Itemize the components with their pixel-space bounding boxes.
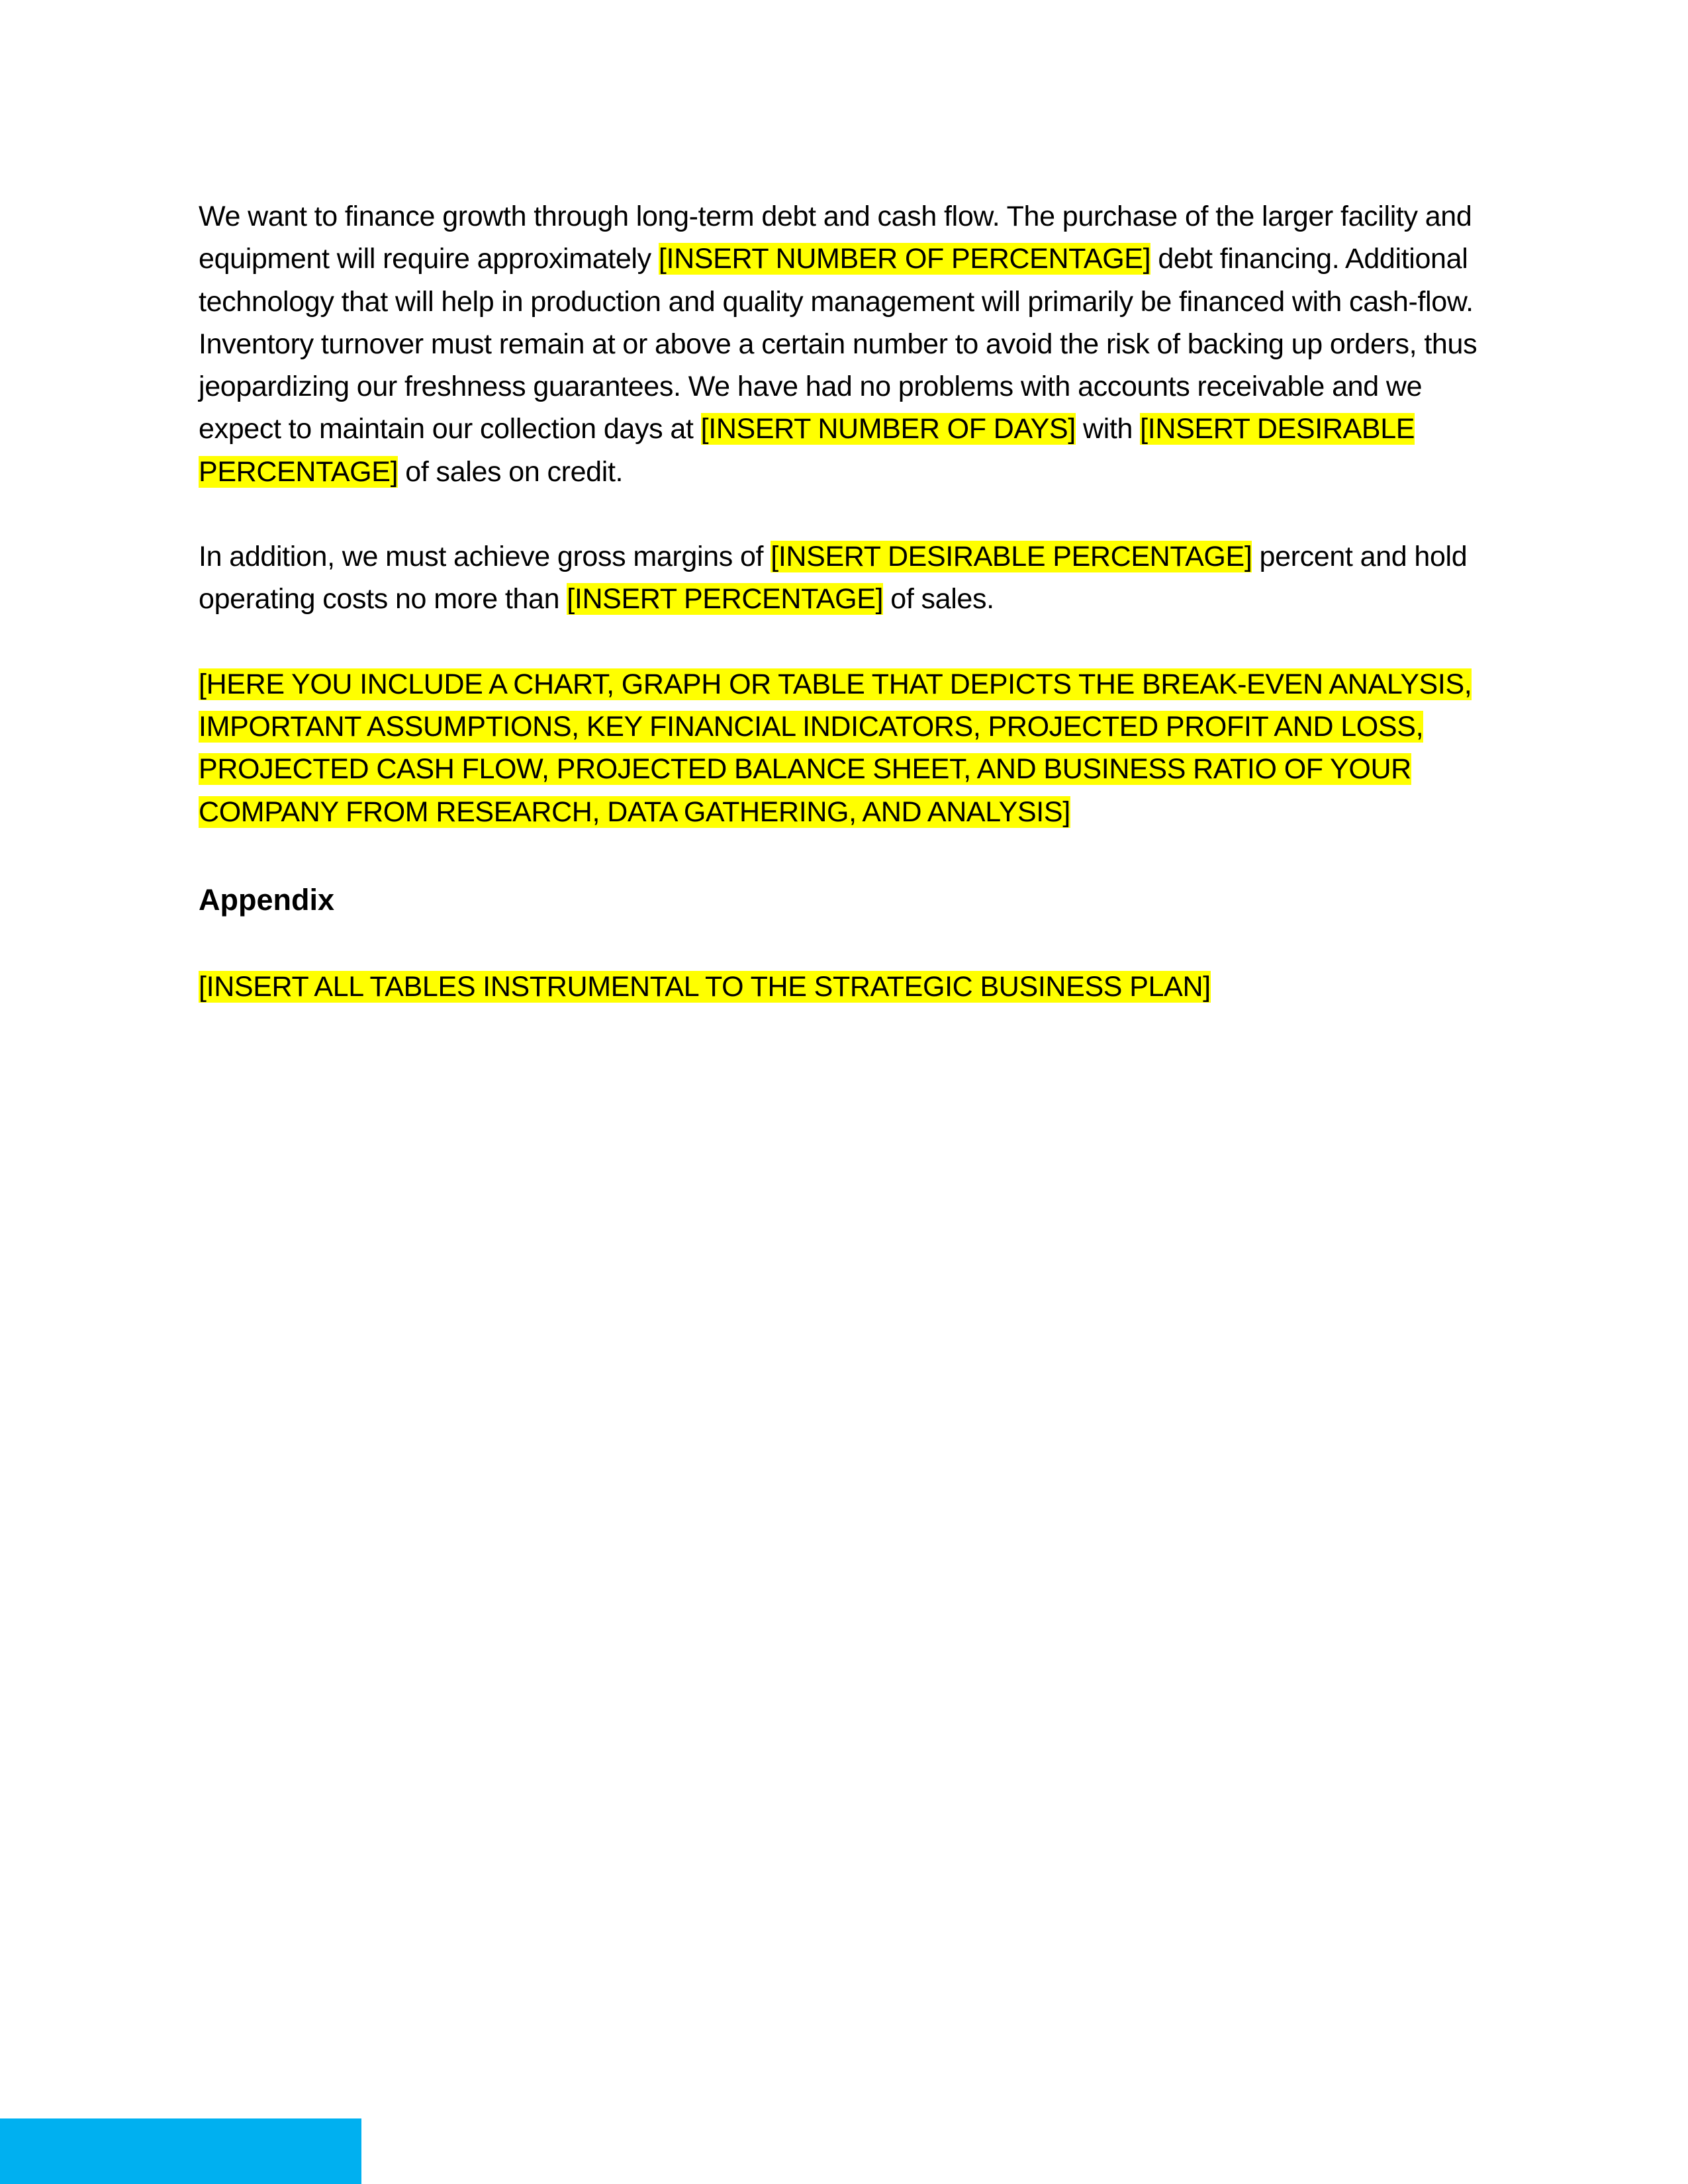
placeholder-operating-cost-highlight: [INSERT PERCENTAGE] [567, 583, 884, 615]
margins-paragraph [199, 535, 1496, 621]
margins-text-1: In addition, we must achieve gross margins of [199, 541, 771, 573]
appendix-paragraph [199, 966, 1496, 1008]
placeholder-desirable-percentage-highlight: [INSERT DESIRABLE PERCENTAGE] [199, 413, 1415, 488]
placeholder-appendix-tables-highlight: [INSERT ALL TABLES INSTRUMENTAL TO THE STRATEGIC BUSINESS PLAN] [199, 970, 1211, 1003]
placeholder-chart-instruction-highlight: [HERE YOU INCLUDE A CHART, GRAPH OR TABLE THAT DEPICTS THE BREAK-EVEN ANALYSIS, IMPORTANT ASSUMPTIONS, KEY FINANCIAL INDICATORS, PROJECTED PROFIT AND LOSS, PROJECTED CASH FLOW, PROJECTED BALANCE SHEET, AND BUSINESS RATIO OF YOUR COMPANY FROM RESEARCH, DATA GATHERING, AND ANALYSIS] [199, 668, 1472, 828]
financing-text-3: with [1075, 413, 1141, 445]
placeholder-percentage-highlight: [INSERT NUMBER OF PERCENTAGE] [658, 243, 1151, 275]
financing-text-4: of sales on credit. [398, 455, 624, 488]
appendix-heading: Appendix [199, 882, 335, 917]
placeholder-gross-margin-highlight: [INSERT DESIRABLE PERCENTAGE] [771, 541, 1252, 573]
margins-text-2: percent and hold operating costs no more than [199, 541, 1468, 615]
footer-accent-bar [0, 2118, 361, 2184]
financing-text-1: We want to finance growth through long-term debt and cash flow. The purchase of the larger facility and equipment will require approximately [199, 201, 1472, 275]
financing-paragraph [199, 195, 1496, 493]
placeholder-days-highlight: [INSERT NUMBER OF DAYS] [700, 413, 1076, 445]
financing-text-2: debt financing. Additional technology that will help in production and quality management will primarily be financed with cash-flow. Inventory turnover must remain at or above a certain number to avoid the risk of backing up orders, thus jeopardizing our freshness guarantees. We have had no problems with accounts receivable and we expect to maintain our collection days at [199, 243, 1477, 445]
chart-instruction-paragraph [199, 663, 1496, 833]
document-body [199, 195, 1496, 1008]
margins-text-3: of sales. [883, 583, 994, 615]
